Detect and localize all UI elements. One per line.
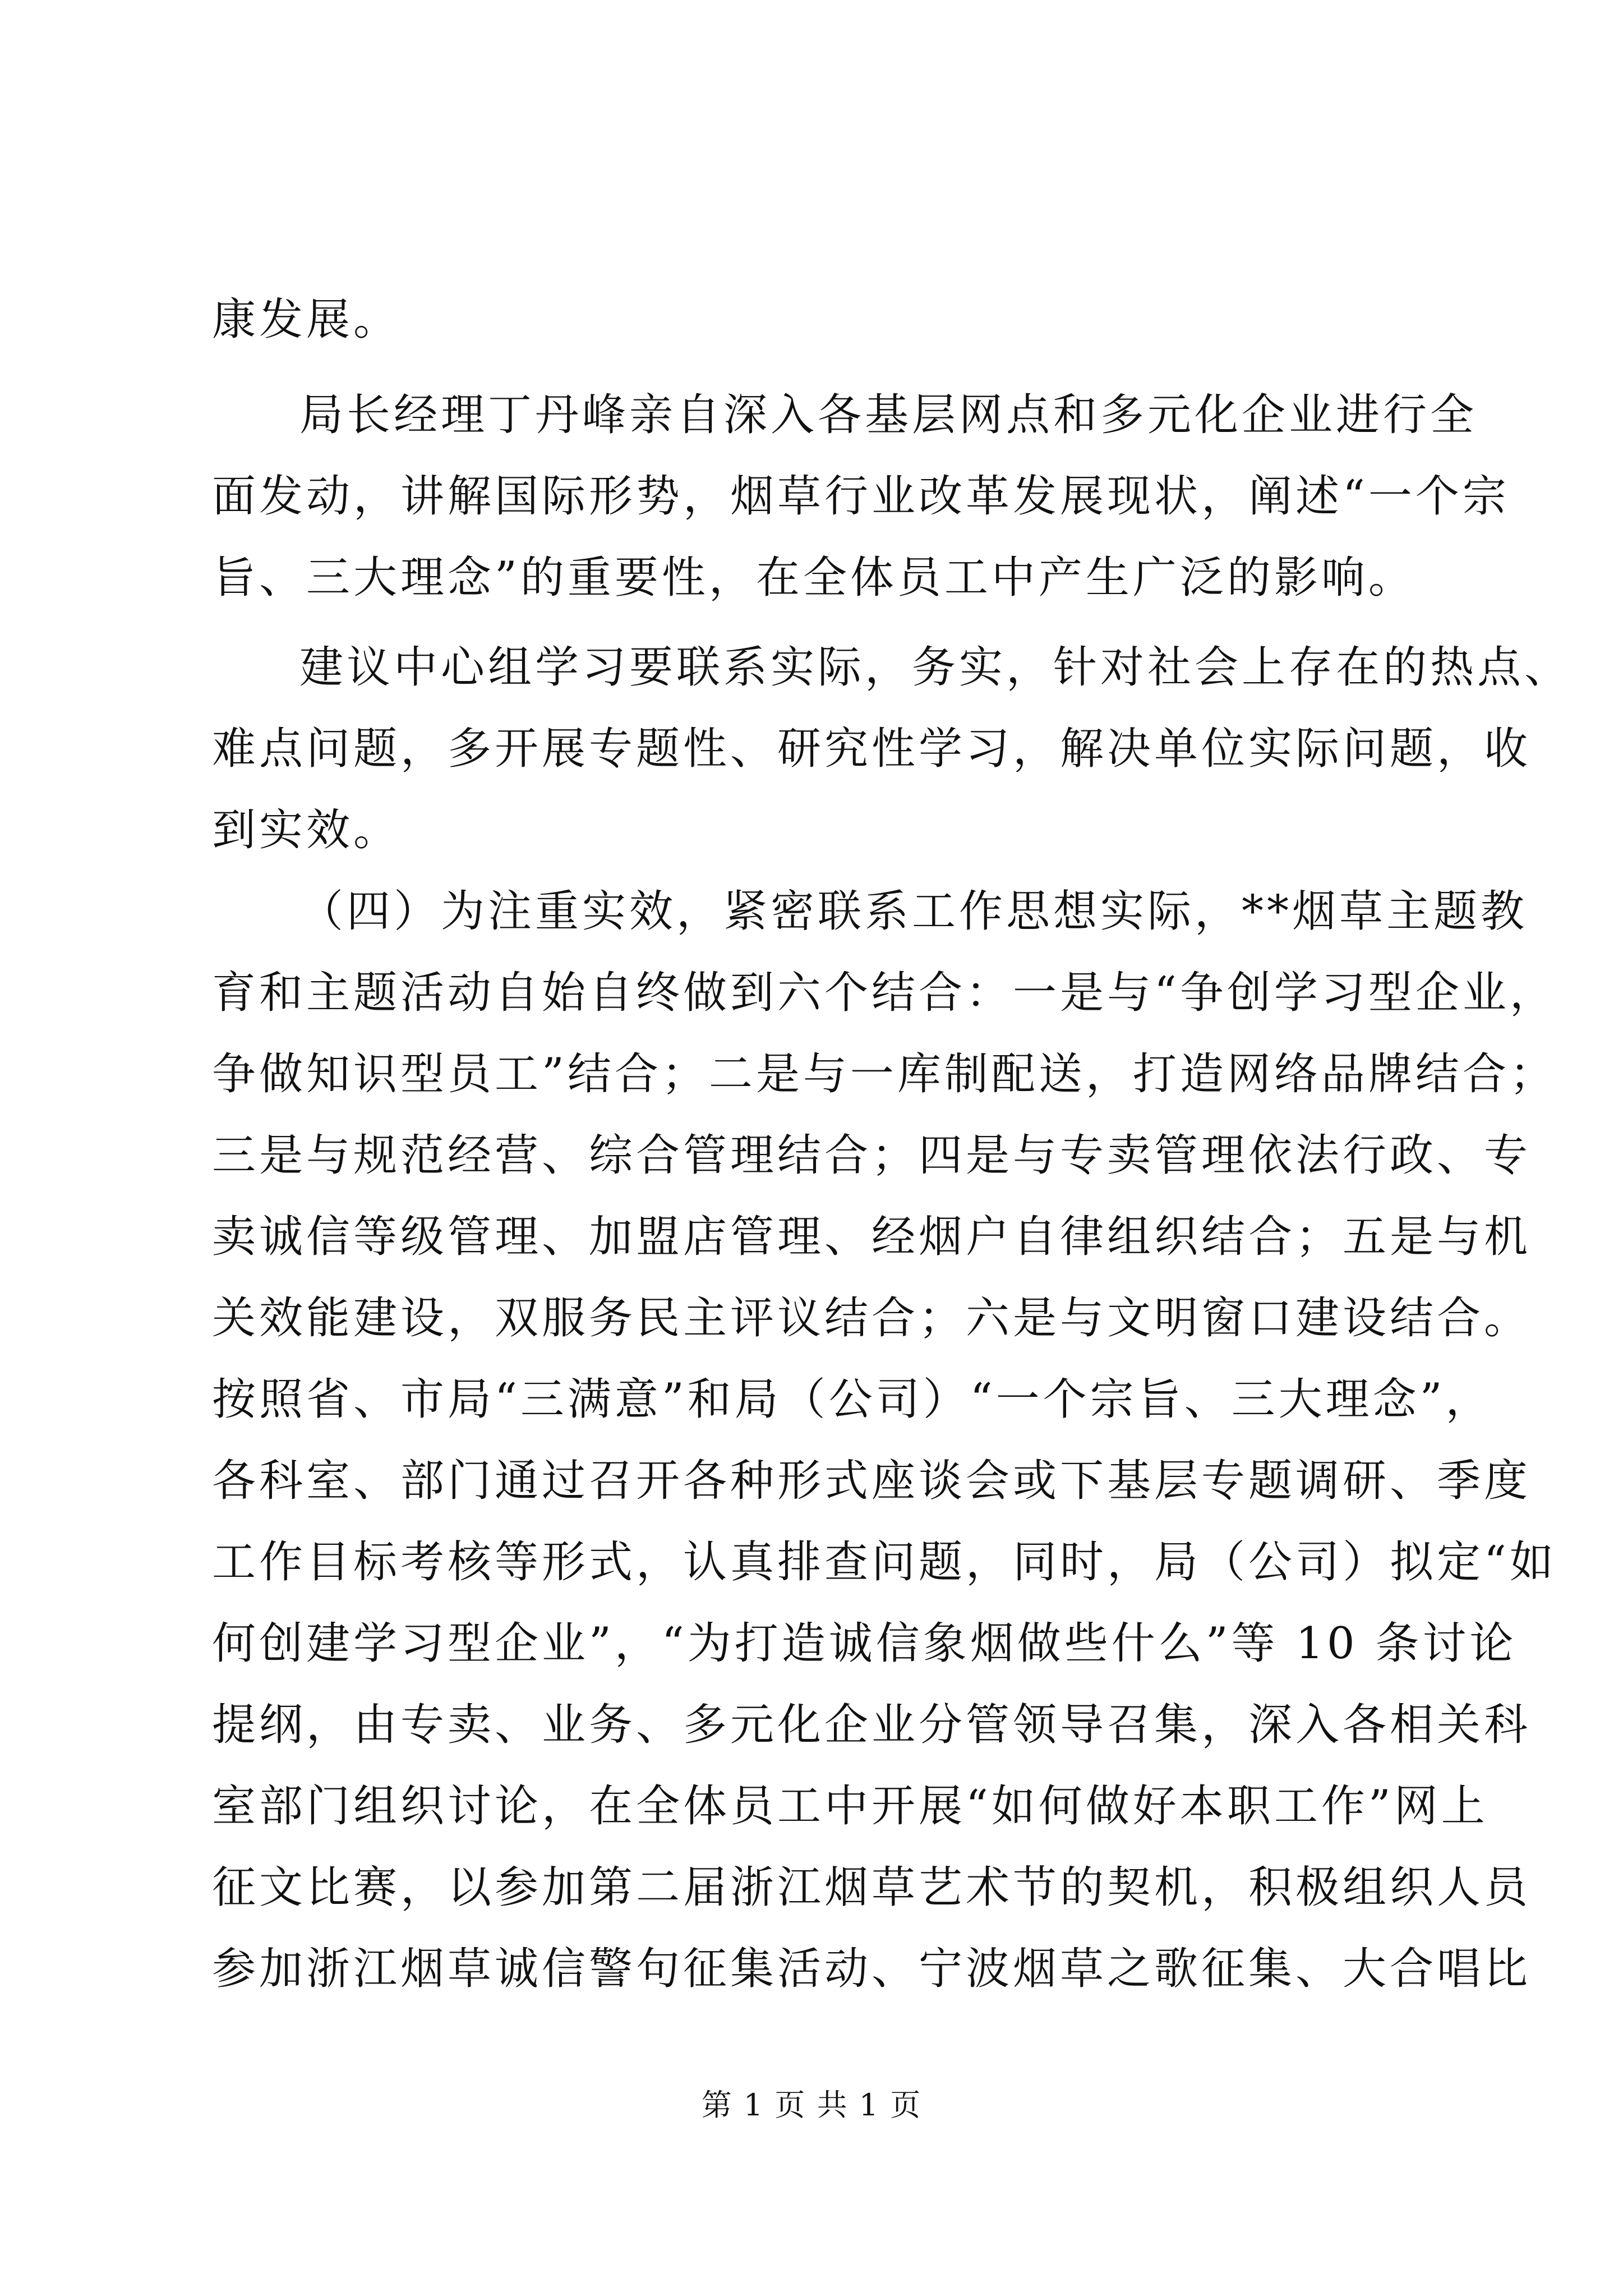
paragraph-3-line-13: 征文比赛，以参加第二届浙江烟草艺术节的契机，积极组织人员 <box>212 1862 1532 1913</box>
paragraph-1-line-3: 旨、三大理念”的重要性，在全体员工中产生广泛的影响。 <box>212 553 1415 603</box>
paragraph-3-line-6: 关效能建设，双服务民主评议结合；六是与文明窗口建设结合。 <box>212 1293 1532 1343</box>
paragraph-3-line-11: 提纲，由专卖、业务、多元化企业分管领导召集，深入各相关科 <box>212 1700 1532 1750</box>
paragraph-3-line-2: 育和主题活动自始自终做到六个结合：一是与“争创学习型企业， <box>212 968 1557 1018</box>
paragraph-2-line-2: 难点问题，多开展专题性、研究性学习，解决单位实际问题，收 <box>212 724 1532 774</box>
paragraph-1-line-2: 面发动，讲解国际形势，烟草行业改革发展现状，阐述“一个宗 <box>212 471 1510 522</box>
page-footer: 第 1 页 共 1 页 <box>701 2087 922 2123</box>
paragraph-2-line-1: 建议中心组学习要联系实际，务实，针对社会上存在的热点、 <box>299 642 1572 693</box>
paragraph-3-line-4: 三是与规范经营、综合管理结合；四是与专卖管理依法行政、专 <box>212 1130 1532 1181</box>
paragraph-3-line-12: 室部门组织讨论，在全体员工中开展“如何做好本职工作”网上 <box>212 1781 1488 1832</box>
paragraph-1-line-1: 局长经理丁丹峰亲自深入各基层网点和多元化企业进行全 <box>299 390 1478 440</box>
paragraph-3-line-3: 争做知识型员工”结合；二是与一库制配送，打造网络品牌结合； <box>212 1049 1557 1099</box>
text-line-1: 康发展。 <box>212 295 401 345</box>
paragraph-3-line-7: 按照省、市局“三满意”和局（公司）“一个宗旨、三大理念”， <box>212 1374 1493 1425</box>
paragraph-3-line-8: 各科室、部门通过召开各种形式座谈会或下基层专题调研、季度 <box>212 1456 1532 1506</box>
paragraph-3-line-10: 何创建学习型企业”，“为打造诚信象烟做些什么”等 10 条讨论 <box>212 1618 1517 1669</box>
paragraph-3-line-5: 卖诚信等级管理、加盟店管理、经烟户自律组织结合；五是与机 <box>212 1212 1532 1262</box>
paragraph-3-line-1: （四）为注重实效，紧密联系工作思想实际，**烟草主题教 <box>299 886 1528 937</box>
paragraph-2-line-3: 到实效。 <box>212 805 401 855</box>
paragraph-3-line-9: 工作目标考核等形式，认真排查问题，同时，局（公司）拟定“如 <box>212 1537 1557 1588</box>
paragraph-3-line-14: 参加浙江烟草诚信警句征集活动、宁波烟草之歌征集、大合唱比 <box>212 1944 1532 1994</box>
